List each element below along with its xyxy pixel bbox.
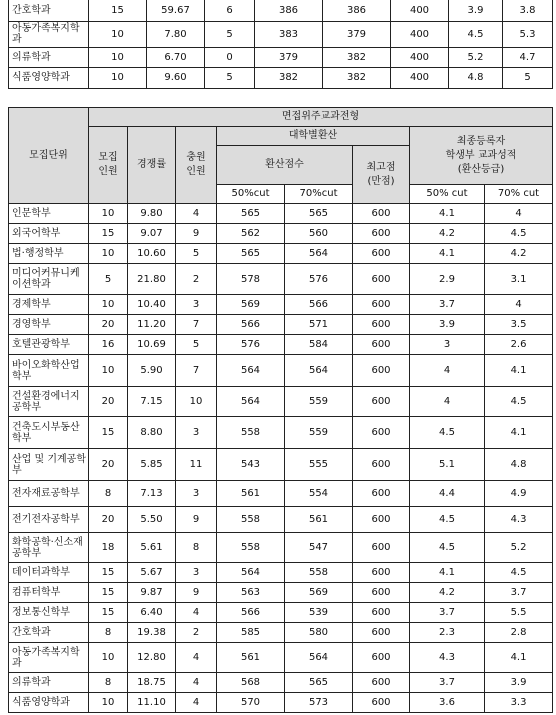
- cell-grade70: 4.2: [485, 244, 553, 264]
- cell-rate: 9.80: [128, 204, 176, 224]
- cell-grade50: 4.5: [410, 417, 485, 449]
- cell-unit: 컴퓨터학부: [9, 583, 89, 603]
- cell-max: 600: [353, 481, 410, 507]
- cell-rate: 9.87: [128, 583, 176, 603]
- cell-grade70: 3.7: [485, 583, 553, 603]
- cell-score50: 558: [217, 507, 285, 533]
- cell-unit: 산업 및 기계공학부: [9, 449, 89, 481]
- interview-track-table: [8, 107, 553, 713]
- cell-grade50: 5.1: [410, 449, 485, 481]
- cell-score70: 555: [285, 449, 353, 481]
- header-conversion-score: 환산점수: [217, 146, 353, 185]
- cell-quota: 8: [89, 623, 128, 643]
- cell-extra: 9: [176, 224, 217, 244]
- cell-extra: 9: [176, 507, 217, 533]
- cell-rate: 8.80: [128, 417, 176, 449]
- header-conversion: 대학별환산: [217, 127, 410, 146]
- cell-quota: 20: [89, 507, 128, 533]
- cell-score50: 379: [255, 47, 323, 67]
- table-row: [9, 295, 553, 315]
- cell-grade50: 4.5: [410, 507, 485, 533]
- cell-quota: 10: [89, 244, 128, 264]
- cell-rate: 11.20: [128, 315, 176, 335]
- cell-max: 600: [353, 417, 410, 449]
- cell-unit: 전기전자공학부: [9, 507, 89, 533]
- cell-score50: 576: [217, 335, 285, 355]
- cell-extra: 7: [176, 355, 217, 387]
- cell-max: 600: [353, 603, 410, 623]
- table-row: [9, 643, 553, 673]
- cell-score70: 559: [285, 387, 353, 417]
- cell-grade70: 4.5: [485, 563, 553, 583]
- cell-unit: 전자재료공학부: [9, 481, 89, 507]
- cell-extra: 4: [176, 643, 217, 673]
- cell-grade50: 4.2: [410, 583, 485, 603]
- cell-quota: 10: [89, 47, 147, 67]
- cell-grade50: 3.9: [410, 315, 485, 335]
- cell-score70: 564: [285, 355, 353, 387]
- header-rate: 경쟁률: [128, 127, 176, 204]
- cell-grade70: 4.7: [503, 47, 553, 67]
- cell-grade70: 2.8: [485, 623, 553, 643]
- cell-unit: 화학공학·신소재공학부: [9, 533, 89, 563]
- cell-unit: 바이오화학산업학부: [9, 355, 89, 387]
- cell-grade70: 3.8: [503, 0, 553, 21]
- cell-max: 400: [391, 21, 449, 47]
- cell-extra: 3: [176, 295, 217, 315]
- cell-grade70: 3.3: [485, 693, 553, 713]
- table-row: [9, 623, 553, 643]
- cell-rate: 6.70: [147, 47, 205, 67]
- cell-max: 600: [353, 563, 410, 583]
- table-body: [9, 204, 553, 713]
- cell-score50: 565: [217, 244, 285, 264]
- table-row: [9, 693, 553, 713]
- cell-quota: 15: [89, 583, 128, 603]
- top-table-body: [9, 0, 553, 88]
- cell-score70: 382: [323, 67, 391, 88]
- cell-grade70: 4.5: [485, 387, 553, 417]
- cell-grade50: 4.8: [449, 67, 503, 88]
- cell-grade50: 4.2: [410, 224, 485, 244]
- header-score-cut50: 50%cut: [217, 185, 285, 204]
- cell-score50: 569: [217, 295, 285, 315]
- cell-unit: 인문학부: [9, 204, 89, 224]
- cell-max: 600: [353, 295, 410, 315]
- cell-grade50: 3.7: [410, 603, 485, 623]
- cell-grade50: 4.5: [410, 533, 485, 563]
- cell-score50: 562: [217, 224, 285, 244]
- cell-grade50: 4: [410, 355, 485, 387]
- cell-score70: 573: [285, 693, 353, 713]
- cell-score50: 386: [255, 0, 323, 21]
- cell-quota: 10: [89, 67, 147, 88]
- cell-max: 600: [353, 673, 410, 693]
- cell-unit: 식품영양학과: [9, 67, 89, 88]
- cell-grade70: 3.5: [485, 315, 553, 335]
- cell-grade70: 4.3: [485, 507, 553, 533]
- cell-extra: 5: [176, 244, 217, 264]
- cell-extra: 5: [176, 335, 217, 355]
- cell-quota: 8: [89, 673, 128, 693]
- cell-grade50: 4.1: [410, 563, 485, 583]
- cell-rate: 5.61: [128, 533, 176, 563]
- cell-grade70: 3.1: [485, 264, 553, 295]
- cell-extra: 2: [176, 264, 217, 295]
- header-score-cut70: 70%cut: [285, 185, 353, 204]
- cell-rate: 11.10: [128, 693, 176, 713]
- cell-rate: 6.40: [128, 603, 176, 623]
- cell-score70: 564: [285, 244, 353, 264]
- cell-rate: 7.15: [128, 387, 176, 417]
- cell-unit: 건설환경에너지공학부: [9, 387, 89, 417]
- cell-grade70: 5.5: [485, 603, 553, 623]
- cell-unit: 의류학과: [9, 673, 89, 693]
- cell-unit: 정보통신학부: [9, 603, 89, 623]
- cell-max: 600: [353, 315, 410, 335]
- cell-extra: 4: [176, 693, 217, 713]
- cell-score70: 386: [323, 0, 391, 21]
- cell-extra: 7: [176, 315, 217, 335]
- cell-score50: 382: [255, 67, 323, 88]
- cell-score70: 565: [285, 204, 353, 224]
- cell-score50: 561: [217, 481, 285, 507]
- cell-max: 600: [353, 387, 410, 417]
- cell-grade70: 5.2: [485, 533, 553, 563]
- cell-max: 600: [353, 449, 410, 481]
- cell-extra: 4: [176, 603, 217, 623]
- cell-rate: 9.60: [147, 67, 205, 88]
- cell-extra: 9: [176, 583, 217, 603]
- cell-rate: 18.75: [128, 673, 176, 693]
- cell-score70: 580: [285, 623, 353, 643]
- table-row: [9, 224, 553, 244]
- cell-extra: 10: [176, 387, 217, 417]
- cell-score70: 558: [285, 563, 353, 583]
- cell-extra: 0: [205, 47, 255, 67]
- cell-quota: 10: [89, 21, 147, 47]
- table-row: [9, 533, 553, 563]
- cell-score50: 578: [217, 264, 285, 295]
- cell-quota: 10: [89, 295, 128, 315]
- cell-score70: 560: [285, 224, 353, 244]
- cell-score50: 568: [217, 673, 285, 693]
- table-row: [9, 0, 553, 21]
- table-row: [9, 204, 553, 224]
- cell-score70: 554: [285, 481, 353, 507]
- cell-quota: 20: [89, 449, 128, 481]
- cell-unit: 간호학과: [9, 623, 89, 643]
- header-extra: 충원 인원: [176, 127, 217, 204]
- cell-max: 600: [353, 264, 410, 295]
- cell-score50: 566: [217, 603, 285, 623]
- cell-score70: 379: [323, 21, 391, 47]
- cell-grade70: 4.9: [485, 481, 553, 507]
- cell-rate: 21.80: [128, 264, 176, 295]
- cell-unit: 미디어커뮤니케이션학과: [9, 264, 89, 295]
- cell-score70: 564: [285, 643, 353, 673]
- table-row: [9, 449, 553, 481]
- cell-score50: 565: [217, 204, 285, 224]
- cell-grade70: 4.5: [485, 224, 553, 244]
- cell-grade70: 5: [503, 67, 553, 88]
- table-header: [9, 108, 553, 204]
- cell-grade50: 4.5: [449, 21, 503, 47]
- table-row: [9, 315, 553, 335]
- cell-rate: 9.07: [128, 224, 176, 244]
- cell-score70: 566: [285, 295, 353, 315]
- cell-extra: 11: [176, 449, 217, 481]
- cell-rate: 7.80: [147, 21, 205, 47]
- cell-unit: 아동가족복지학과: [9, 21, 89, 47]
- cell-score50: 564: [217, 387, 285, 417]
- cell-grade50: 2.3: [410, 623, 485, 643]
- cell-quota: 16: [89, 335, 128, 355]
- cell-unit: 법·행정학부: [9, 244, 89, 264]
- cell-score70: 576: [285, 264, 353, 295]
- cell-extra: 2: [176, 623, 217, 643]
- cell-grade50: 4.1: [410, 244, 485, 264]
- cell-max: 400: [391, 47, 449, 67]
- cell-rate: 19.38: [128, 623, 176, 643]
- cell-score70: 565: [285, 673, 353, 693]
- cell-grade50: 4.3: [410, 643, 485, 673]
- cell-unit: 경영학부: [9, 315, 89, 335]
- top-admission-table: [8, 0, 553, 89]
- header-grade-cut50: 50% cut: [410, 185, 485, 204]
- cell-unit: 식품영양학과: [9, 693, 89, 713]
- cell-grade70: 4.1: [485, 355, 553, 387]
- table-row: [9, 21, 553, 47]
- cell-quota: 15: [89, 603, 128, 623]
- cell-unit: 호텔관광학부: [9, 335, 89, 355]
- cell-score50: 563: [217, 583, 285, 603]
- cell-score50: 558: [217, 533, 285, 563]
- cell-quota: 10: [89, 693, 128, 713]
- cell-unit: 외국어학부: [9, 224, 89, 244]
- table-row: [9, 387, 553, 417]
- cell-quota: 18: [89, 533, 128, 563]
- cell-rate: 12.80: [128, 643, 176, 673]
- header-max-score: 최고점 (만점): [353, 146, 410, 204]
- cell-score50: 383: [255, 21, 323, 47]
- table-row: [9, 47, 553, 67]
- cell-quota: 5: [89, 264, 128, 295]
- cell-unit: 아동가족복지학과: [9, 643, 89, 673]
- table-row: [9, 481, 553, 507]
- cell-score50: 561: [217, 643, 285, 673]
- cell-rate: 5.67: [128, 563, 176, 583]
- cell-extra: 5: [205, 21, 255, 47]
- cell-max: 600: [353, 204, 410, 224]
- cell-unit: 경제학부: [9, 295, 89, 315]
- cell-grade70: 4.1: [485, 417, 553, 449]
- cell-extra: 3: [176, 563, 217, 583]
- cell-extra: 5: [205, 67, 255, 88]
- cell-max: 600: [353, 643, 410, 673]
- cell-quota: 15: [89, 563, 128, 583]
- header-track: 면접위주교과전형: [89, 108, 553, 127]
- cell-score50: 570: [217, 693, 285, 713]
- cell-grade50: 3: [410, 335, 485, 355]
- cell-quota: 15: [89, 0, 147, 21]
- cell-rate: 10.40: [128, 295, 176, 315]
- header-final-grade: 최종등록자 학생부 교과성적 (환산등급): [410, 127, 553, 185]
- cell-grade50: 4.4: [410, 481, 485, 507]
- cell-grade70: 4: [485, 204, 553, 224]
- cell-quota: 15: [89, 417, 128, 449]
- cell-grade50: 4: [410, 387, 485, 417]
- table-row: [9, 603, 553, 623]
- table-row: [9, 583, 553, 603]
- cell-max: 600: [353, 224, 410, 244]
- cell-quota: 20: [89, 387, 128, 417]
- table-row: [9, 244, 553, 264]
- cell-max: 600: [353, 583, 410, 603]
- cell-score50: 564: [217, 355, 285, 387]
- cell-unit: 의류학과: [9, 47, 89, 67]
- cell-grade70: 4.8: [485, 449, 553, 481]
- table-row: [9, 264, 553, 295]
- cell-score70: 571: [285, 315, 353, 335]
- cell-score70: 561: [285, 507, 353, 533]
- cell-max: 600: [353, 693, 410, 713]
- table-row: [9, 335, 553, 355]
- cell-max: 400: [391, 67, 449, 88]
- cell-grade70: 5.3: [503, 21, 553, 47]
- cell-rate: 5.85: [128, 449, 176, 481]
- cell-rate: 10.60: [128, 244, 176, 264]
- header-unit: 모집단위: [9, 108, 89, 204]
- cell-grade50: 2.9: [410, 264, 485, 295]
- header-quota: 모집 인원: [89, 127, 128, 204]
- cell-max: 600: [353, 623, 410, 643]
- cell-unit: 데이터과학부: [9, 563, 89, 583]
- cell-extra: 3: [176, 481, 217, 507]
- cell-rate: 5.50: [128, 507, 176, 533]
- cell-score50: 558: [217, 417, 285, 449]
- cell-extra: 3: [176, 417, 217, 449]
- cell-grade50: 3.9: [449, 0, 503, 21]
- cell-max: 400: [391, 0, 449, 21]
- cell-max: 600: [353, 507, 410, 533]
- cell-grade50: 4.1: [410, 204, 485, 224]
- cell-score70: 539: [285, 603, 353, 623]
- cell-grade70: 4.1: [485, 643, 553, 673]
- cell-score70: 382: [323, 47, 391, 67]
- table-row: [9, 563, 553, 583]
- table-row: [9, 67, 553, 88]
- cell-quota: 10: [89, 204, 128, 224]
- cell-rate: 59.67: [147, 0, 205, 21]
- cell-extra: 6: [205, 0, 255, 21]
- cell-extra: 4: [176, 673, 217, 693]
- cell-max: 600: [353, 244, 410, 264]
- cell-score50: 566: [217, 315, 285, 335]
- cell-grade50: 3.7: [410, 673, 485, 693]
- cell-quota: 20: [89, 315, 128, 335]
- cell-grade50: 3.6: [410, 693, 485, 713]
- cell-unit: 간호학과: [9, 0, 89, 21]
- table-row: [9, 507, 553, 533]
- cell-max: 600: [353, 533, 410, 563]
- cell-grade70: 4: [485, 295, 553, 315]
- cell-quota: 15: [89, 224, 128, 244]
- cell-score50: 585: [217, 623, 285, 643]
- cell-rate: 10.69: [128, 335, 176, 355]
- cell-extra: 8: [176, 533, 217, 563]
- cell-max: 600: [353, 335, 410, 355]
- table-row: [9, 673, 553, 693]
- cell-unit: 건축도시부동산학부: [9, 417, 89, 449]
- cell-score70: 569: [285, 583, 353, 603]
- cell-max: 600: [353, 355, 410, 387]
- cell-quota: 8: [89, 481, 128, 507]
- table-row: [9, 417, 553, 449]
- table-row: [9, 355, 553, 387]
- cell-extra: 4: [176, 204, 217, 224]
- cell-score50: 564: [217, 563, 285, 583]
- cell-grade50: 5.2: [449, 47, 503, 67]
- cell-score70: 584: [285, 335, 353, 355]
- cell-grade70: 3.9: [485, 673, 553, 693]
- header-grade-cut70: 70% cut: [485, 185, 553, 204]
- cell-grade50: 3.7: [410, 295, 485, 315]
- cell-score70: 559: [285, 417, 353, 449]
- cell-score50: 543: [217, 449, 285, 481]
- cell-quota: 10: [89, 355, 128, 387]
- cell-rate: 7.13: [128, 481, 176, 507]
- cell-quota: 10: [89, 643, 128, 673]
- cell-rate: 5.90: [128, 355, 176, 387]
- cell-score70: 547: [285, 533, 353, 563]
- cell-grade70: 2.6: [485, 335, 553, 355]
